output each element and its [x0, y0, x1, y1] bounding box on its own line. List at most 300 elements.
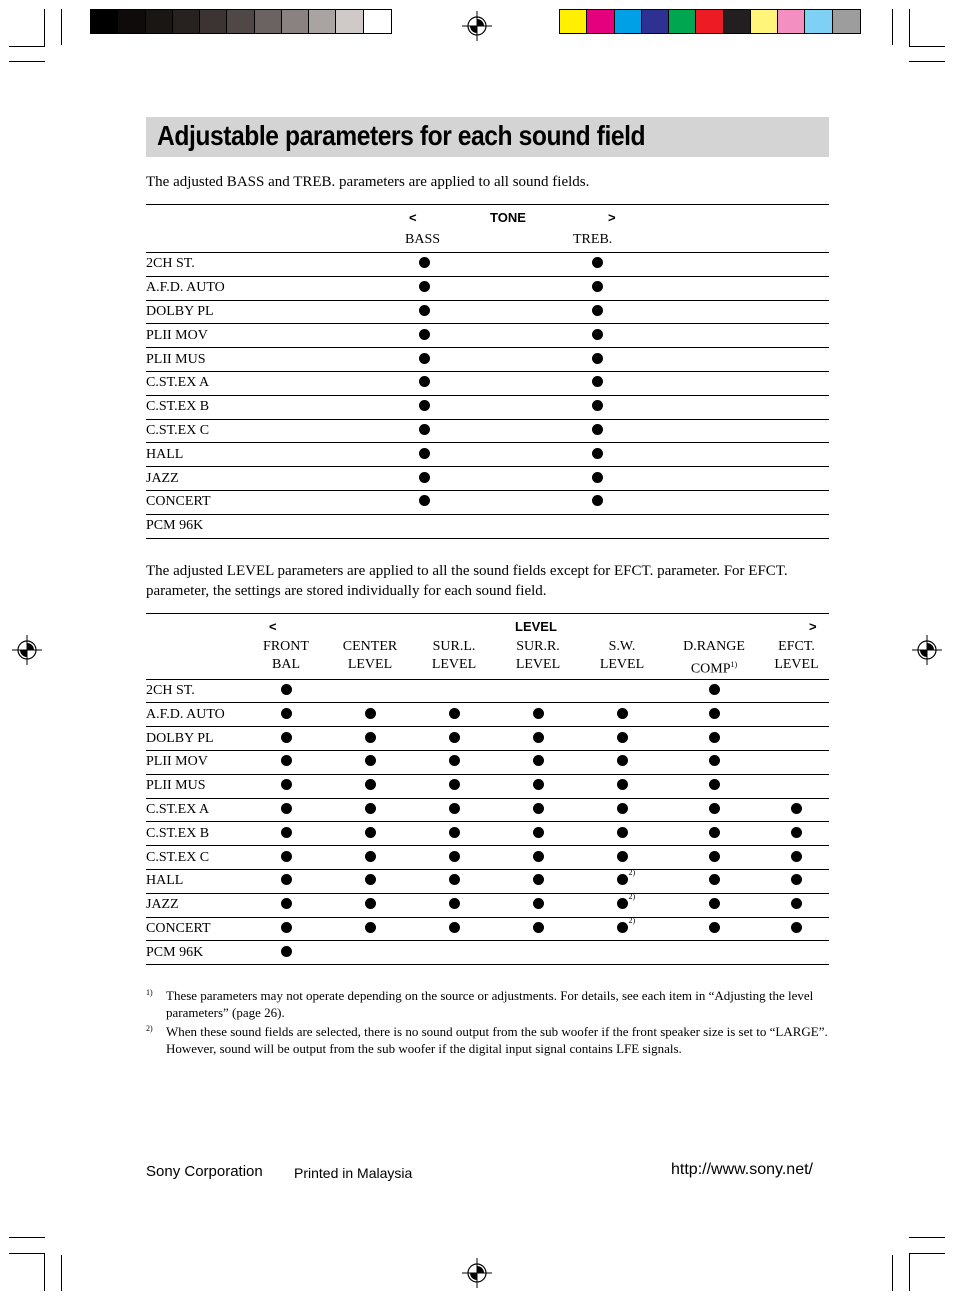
table-row	[146, 514, 829, 538]
crop-mark	[909, 1237, 945, 1238]
table-cell	[321, 514, 528, 538]
table-cell	[412, 846, 496, 870]
bullet-mark	[365, 779, 376, 790]
footnote-1	[146, 988, 829, 1021]
bullet-mark	[449, 874, 460, 885]
bullet-mark	[592, 353, 603, 364]
crop-mark	[61, 1255, 62, 1291]
table-cell	[664, 679, 764, 703]
bullet-mark	[533, 755, 544, 766]
table-cell	[321, 419, 528, 443]
sound-field-name: PLII MUS	[146, 348, 321, 372]
table-cell	[412, 703, 496, 727]
table-cell	[764, 679, 829, 703]
bullet-mark	[533, 708, 544, 719]
sound-field-name: HALL	[146, 870, 244, 894]
table-cell	[412, 727, 496, 751]
table-cell	[528, 300, 658, 324]
bullet-mark	[791, 922, 802, 933]
table-cell	[528, 395, 658, 419]
bullet-mark	[592, 257, 603, 268]
bullet-mark	[709, 708, 720, 719]
gray-swatch	[282, 10, 309, 33]
sound-field-name: CONCERT	[146, 917, 244, 941]
color-swatch	[669, 10, 696, 33]
table-row	[146, 893, 829, 917]
sound-field-name: PCM 96K	[146, 514, 321, 538]
table-cell	[328, 917, 412, 941]
table-cell	[664, 941, 764, 965]
table-cell	[580, 798, 664, 822]
bullet-mark	[533, 803, 544, 814]
sound-field-name: C.ST.EX B	[146, 822, 244, 846]
table-cell	[412, 917, 496, 941]
bullet-mark	[709, 779, 720, 790]
table-cell	[321, 371, 528, 395]
bullet-mark	[419, 353, 430, 364]
table-cell	[496, 703, 580, 727]
bullet-mark	[281, 732, 292, 743]
table-cell	[244, 751, 328, 775]
table-cell	[496, 822, 580, 846]
bullet-mark	[617, 755, 628, 766]
table-cell	[664, 893, 764, 917]
table-row	[146, 941, 829, 965]
bullet-mark	[617, 892, 636, 909]
sound-field-name: DOLBY PL	[146, 300, 321, 324]
table-row	[146, 419, 829, 443]
gray-swatch-strip	[90, 9, 392, 34]
table-cell	[580, 679, 664, 703]
bullet-mark	[533, 779, 544, 790]
level-column-header: D.RANGE COMP$^{1)}$	[664, 636, 764, 679]
table-cell	[244, 703, 328, 727]
bullet-mark	[791, 898, 802, 909]
bullet-mark	[709, 827, 720, 838]
level-group-header	[146, 614, 829, 637]
table-cell	[496, 917, 580, 941]
table-cell	[412, 798, 496, 822]
bullet-mark	[365, 732, 376, 743]
table-cell	[580, 846, 664, 870]
table-row	[146, 679, 829, 703]
bullet-mark	[281, 684, 292, 695]
bullet-mark	[533, 922, 544, 933]
color-swatch	[560, 10, 587, 33]
table-cell	[496, 774, 580, 798]
footnote-ref: 2)	[628, 916, 636, 926]
sound-field-name: A.F.D. AUTO	[146, 276, 321, 300]
table-cell	[328, 822, 412, 846]
table-cell	[244, 846, 328, 870]
table-cell	[328, 870, 412, 894]
table-cell	[664, 822, 764, 846]
gray-swatch	[309, 10, 336, 33]
bullet-mark	[449, 755, 460, 766]
footnote-2	[146, 1024, 829, 1057]
bullet-mark	[365, 898, 376, 909]
table-cell	[244, 917, 328, 941]
tone-intro-text: The adjusted BASS and TREB. parameters are applied to all sound fields.	[146, 174, 590, 190]
table-cell	[321, 467, 528, 491]
table-cell	[244, 774, 328, 798]
footnote-ref: 1)	[730, 660, 738, 669]
crop-mark	[61, 9, 62, 45]
table-cell	[244, 727, 328, 751]
color-swatch	[696, 10, 723, 33]
bullet-mark	[419, 495, 430, 506]
bullet-mark	[592, 448, 603, 459]
table-cell	[580, 941, 664, 965]
tone-group-right-bracket: >	[608, 210, 616, 225]
table-cell	[764, 893, 829, 917]
gray-swatch	[255, 10, 282, 33]
tone-column-headers	[146, 227, 829, 253]
bullet-mark	[449, 803, 460, 814]
gray-swatch	[91, 10, 118, 33]
level-column-header: SUR.L. LEVEL	[412, 636, 496, 679]
tone-table	[146, 204, 829, 539]
bullet-mark	[449, 732, 460, 743]
table-cell	[496, 727, 580, 751]
sound-field-name: 2CH ST.	[146, 679, 244, 703]
bullet-mark	[365, 874, 376, 885]
level-column-header: FRONT BAL	[244, 636, 328, 679]
sound-field-name: PLII MUS	[146, 774, 244, 798]
footnote-mark: 2)	[146, 1024, 153, 1033]
table-cell	[412, 941, 496, 965]
bullet-mark	[281, 827, 292, 838]
sound-field-name: HALL	[146, 443, 321, 467]
bullet-mark	[365, 851, 376, 862]
crop-mark	[909, 1253, 910, 1291]
footer-company: Sony Corporation	[146, 1163, 263, 1180]
table-cell	[496, 846, 580, 870]
table-cell	[496, 751, 580, 775]
table-cell	[321, 300, 528, 324]
table-cell	[580, 751, 664, 775]
bullet-mark	[709, 755, 720, 766]
table-row	[146, 276, 829, 300]
level-column-header: EFCT. LEVEL	[764, 636, 829, 679]
tone-column-header: TREB.	[528, 227, 658, 253]
table-cell	[321, 276, 528, 300]
table-cell	[580, 774, 664, 798]
table-cell	[328, 941, 412, 965]
sound-field-name: C.ST.EX C	[146, 846, 244, 870]
table-cell	[328, 893, 412, 917]
sound-field-name: JAZZ	[146, 893, 244, 917]
bullet-mark	[419, 424, 430, 435]
bullet-mark	[617, 732, 628, 743]
footnote-text: These parameters may not operate depending on the source or adjustments. For details, see each item in “Adjusting the level parameters” (page 26).	[166, 988, 814, 1020]
bullet-mark	[365, 922, 376, 933]
table-cell	[528, 443, 658, 467]
registration-mark-icon	[462, 1258, 492, 1288]
table-cell	[412, 870, 496, 894]
gray-swatch	[200, 10, 227, 33]
bullet-mark	[419, 281, 430, 292]
table-cell	[764, 917, 829, 941]
gray-swatch	[364, 10, 391, 33]
bullet-mark	[449, 851, 460, 862]
bullet-mark	[281, 851, 292, 862]
tone-group-left-bracket: <	[409, 210, 417, 225]
bullet-mark	[617, 868, 636, 885]
gray-swatch	[118, 10, 145, 33]
bullet-mark	[281, 946, 292, 957]
tone-group-label: TONE	[490, 210, 526, 225]
level-column-header: SUR.R. LEVEL	[496, 636, 580, 679]
bullet-mark	[709, 922, 720, 933]
color-swatch	[778, 10, 805, 33]
tone-column-header: BASS	[321, 227, 528, 253]
table-cell	[328, 798, 412, 822]
gray-swatch	[227, 10, 254, 33]
table-row	[146, 917, 829, 941]
table-cell	[412, 774, 496, 798]
bullet-mark	[617, 779, 628, 790]
table-row	[146, 490, 829, 514]
bullet-mark	[592, 305, 603, 316]
bullet-mark	[709, 684, 720, 695]
crop-mark	[892, 9, 893, 45]
table-cell	[528, 276, 658, 300]
table-cell	[664, 774, 764, 798]
table-cell	[321, 253, 528, 277]
table-cell	[528, 514, 658, 538]
table-row	[146, 324, 829, 348]
table-cell	[496, 870, 580, 894]
level-table	[146, 613, 829, 965]
level-group-right-bracket: >	[809, 619, 817, 634]
table-cell	[412, 751, 496, 775]
color-swatch	[587, 10, 614, 33]
table-cell	[664, 703, 764, 727]
color-swatch	[724, 10, 751, 33]
table-cell	[528, 348, 658, 372]
bullet-mark	[533, 851, 544, 862]
color-swatch	[805, 10, 832, 33]
bullet-mark	[281, 898, 292, 909]
sound-field-name: A.F.D. AUTO	[146, 703, 244, 727]
table-cell	[580, 870, 664, 894]
bullet-mark	[592, 424, 603, 435]
table-cell	[764, 846, 829, 870]
bullet-mark	[709, 874, 720, 885]
title-bar	[146, 117, 829, 157]
bullet-mark	[419, 448, 430, 459]
bullet-mark	[617, 827, 628, 838]
bullet-mark	[709, 803, 720, 814]
registration-mark-icon	[12, 635, 42, 665]
bullet-mark	[449, 922, 460, 933]
bullet-mark	[365, 803, 376, 814]
table-cell	[244, 941, 328, 965]
crop-mark	[909, 46, 945, 47]
table-cell	[580, 917, 664, 941]
footer-printed: Printed in Malaysia	[294, 1165, 413, 1181]
bullet-mark	[419, 329, 430, 340]
bullet-mark	[592, 472, 603, 483]
table-cell	[764, 703, 829, 727]
bullet-mark	[533, 732, 544, 743]
bullet-mark	[449, 779, 460, 790]
table-cell	[412, 893, 496, 917]
table-row	[146, 774, 829, 798]
table-row	[146, 371, 829, 395]
level-column-header: CENTER LEVEL	[328, 636, 412, 679]
bullet-mark	[533, 874, 544, 885]
table-row	[146, 703, 829, 727]
bullet-mark	[592, 281, 603, 292]
table-cell	[664, 870, 764, 894]
bullet-mark	[281, 779, 292, 790]
tone-group-header	[146, 205, 829, 228]
bullet-mark	[365, 827, 376, 838]
bullet-mark	[281, 874, 292, 885]
table-cell	[664, 727, 764, 751]
bullet-mark	[419, 472, 430, 483]
bullet-mark	[617, 851, 628, 862]
registration-mark-icon	[462, 11, 492, 41]
footnote-mark: 1)	[146, 988, 153, 997]
sound-field-name: PLII MOV	[146, 324, 321, 348]
sound-field-name: C.ST.EX A	[146, 798, 244, 822]
table-cell	[321, 443, 528, 467]
table-cell	[412, 822, 496, 846]
bullet-mark	[365, 755, 376, 766]
table-row	[146, 798, 829, 822]
table-cell	[764, 870, 829, 894]
table-cell	[328, 703, 412, 727]
bullet-mark	[617, 916, 636, 933]
page-title: Adjustable parameters for each sound field	[157, 120, 646, 151]
table-cell	[528, 419, 658, 443]
sound-field-name: C.ST.EX C	[146, 419, 321, 443]
table-cell	[580, 893, 664, 917]
table-row	[146, 348, 829, 372]
crop-mark	[44, 9, 45, 47]
table-row	[146, 870, 829, 894]
bullet-mark	[791, 827, 802, 838]
bullet-mark	[449, 708, 460, 719]
sound-field-name: 2CH ST.	[146, 253, 321, 277]
level-group-label: LEVEL	[515, 619, 557, 634]
color-swatch-strip	[559, 9, 861, 34]
crop-mark	[9, 1253, 45, 1254]
crop-mark	[909, 1253, 945, 1254]
table-row	[146, 822, 829, 846]
bullet-mark	[617, 803, 628, 814]
table-row	[146, 395, 829, 419]
color-swatch	[615, 10, 642, 33]
sound-field-name: C.ST.EX A	[146, 371, 321, 395]
table-cell	[496, 893, 580, 917]
sound-field-name: CONCERT	[146, 490, 321, 514]
table-row	[146, 751, 829, 775]
footnote-ref: 2)	[628, 892, 636, 902]
level-column-headers	[146, 636, 829, 679]
bullet-mark	[419, 376, 430, 387]
table-cell	[764, 751, 829, 775]
bullet-mark	[709, 898, 720, 909]
table-cell	[764, 822, 829, 846]
table-cell	[764, 941, 829, 965]
bullet-mark	[592, 376, 603, 387]
bullet-mark	[281, 803, 292, 814]
table-cell	[496, 941, 580, 965]
table-cell	[764, 798, 829, 822]
crop-mark	[44, 1253, 45, 1291]
crop-mark	[9, 46, 45, 47]
table-cell	[496, 679, 580, 703]
bullet-mark	[592, 495, 603, 506]
table-cell	[412, 679, 496, 703]
color-swatch	[751, 10, 778, 33]
level-group-left-bracket: <	[269, 619, 277, 634]
table-row	[146, 443, 829, 467]
table-cell	[496, 798, 580, 822]
table-cell	[580, 703, 664, 727]
sound-field-name: PCM 96K	[146, 941, 244, 965]
crop-mark	[9, 61, 45, 62]
color-swatch	[833, 10, 860, 33]
table-cell	[580, 822, 664, 846]
level-intro-text: The adjusted LEVEL parameters are applied to all the sound fields except for EFCT. parameter. For EFCT. parameter, the settings are stored individually for each sound field.	[146, 563, 788, 599]
registration-mark-icon	[912, 635, 942, 665]
bullet-mark	[365, 708, 376, 719]
table-cell	[321, 324, 528, 348]
table-cell	[244, 822, 328, 846]
table-cell	[528, 467, 658, 491]
bullet-mark	[533, 898, 544, 909]
bullet-mark	[709, 851, 720, 862]
bullet-mark	[449, 898, 460, 909]
table-cell	[328, 846, 412, 870]
table-cell	[664, 917, 764, 941]
footnote-text: When these sound fields are selected, there is no sound output from the sub woofer if the front speaker size is set to “LARGE”. However, sound will be output from the sub woofer if the digital input signal contains LFE signals.	[166, 1024, 828, 1056]
table-cell	[321, 395, 528, 419]
bullet-mark	[592, 329, 603, 340]
table-cell	[664, 751, 764, 775]
table-cell	[528, 490, 658, 514]
bullet-mark	[281, 922, 292, 933]
bullet-mark	[419, 400, 430, 411]
bullet-mark	[709, 732, 720, 743]
sound-field-name: DOLBY PL	[146, 727, 244, 751]
table-cell	[328, 679, 412, 703]
table-row	[146, 727, 829, 751]
gray-swatch	[146, 10, 173, 33]
color-swatch	[642, 10, 669, 33]
bullet-mark	[419, 305, 430, 316]
gray-swatch	[173, 10, 200, 33]
crop-mark	[892, 1255, 893, 1291]
level-column-header: S.W. LEVEL	[580, 636, 664, 679]
table-cell	[321, 490, 528, 514]
bullet-mark	[419, 257, 430, 268]
crop-mark	[9, 1237, 45, 1238]
footer-url[interactable]: http://www.sony.net/	[671, 1161, 813, 1178]
table-cell	[244, 893, 328, 917]
footnote-ref: 2)	[628, 868, 636, 878]
table-cell	[244, 798, 328, 822]
bullet-mark	[533, 827, 544, 838]
table-cell	[664, 798, 764, 822]
bullet-mark	[592, 400, 603, 411]
table-row	[146, 300, 829, 324]
